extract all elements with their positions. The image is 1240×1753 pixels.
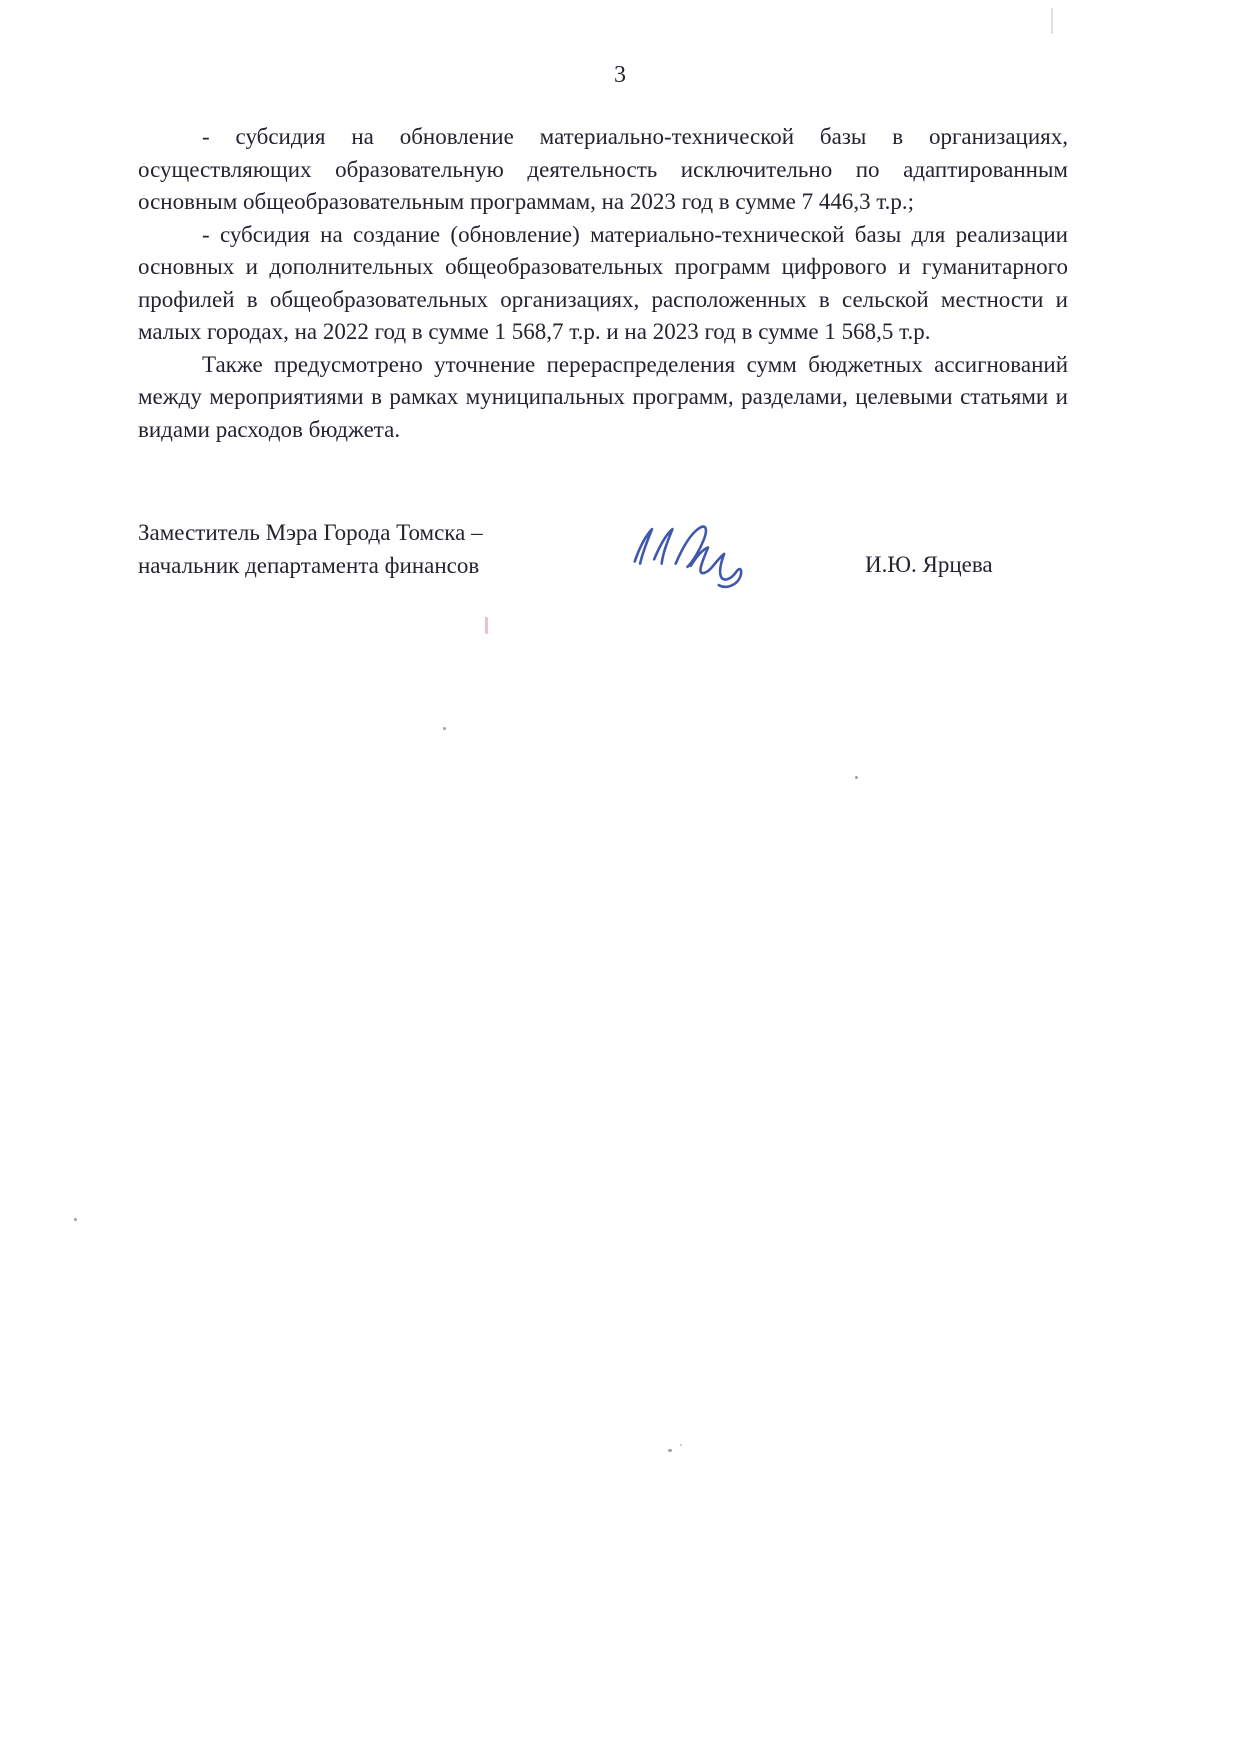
signatory-title-line2: начальник департамента финансов	[138, 553, 480, 578]
signature-block	[138, 516, 1103, 636]
page-number: 3	[614, 62, 626, 88]
paragraph-subsidy-renewal: - субсидия на обновление материально-технической базы в организациях, осуществляющих образовательную деятельность исключительно по адаптированным основным общеобразовательным программам, на 2023 год в сумме 7 446,3 т.р.;	[138, 124, 1068, 214]
signature-ink-icon	[624, 520, 764, 590]
scan-artifact-dot	[443, 727, 446, 730]
scan-artifact-corner-line	[1051, 8, 1053, 34]
document-body	[138, 121, 1068, 446]
handwritten-signature	[624, 520, 764, 599]
scan-artifact-dot	[680, 1444, 682, 1446]
signatory-title	[138, 516, 483, 582]
signature-stroke	[635, 527, 741, 587]
scan-artifact-dot	[855, 776, 858, 779]
signatory-title-line1: Заместитель Мэра Города Томска –	[138, 520, 483, 545]
paragraph-budget-redistribution: Также предусмотрено уточнение перераспределения сумм бюджетных ассигнований между мероприятиями в рамках муниципальных программ, разделами, целевыми статьями и видами расходов бюджета.	[138, 351, 1068, 442]
scan-artifact-dot	[74, 1218, 77, 1221]
signatory-name: И.Ю. Ярцева	[865, 552, 993, 577]
scan-artifact-dot	[668, 1449, 672, 1452]
paragraph-subsidy-creation: - субсидия на создание (обновление) материально-технической базы для реализации основных и дополнительных общеобразовательных программ цифрового и гуманитарного профилей в общеобразовательных организациях, расположенных в сельской местности и малых городах, на 2022 год в сумме 1 568,7 т.р. и на 2023 год в сумме 1 568,5 т.р.	[138, 221, 1068, 344]
